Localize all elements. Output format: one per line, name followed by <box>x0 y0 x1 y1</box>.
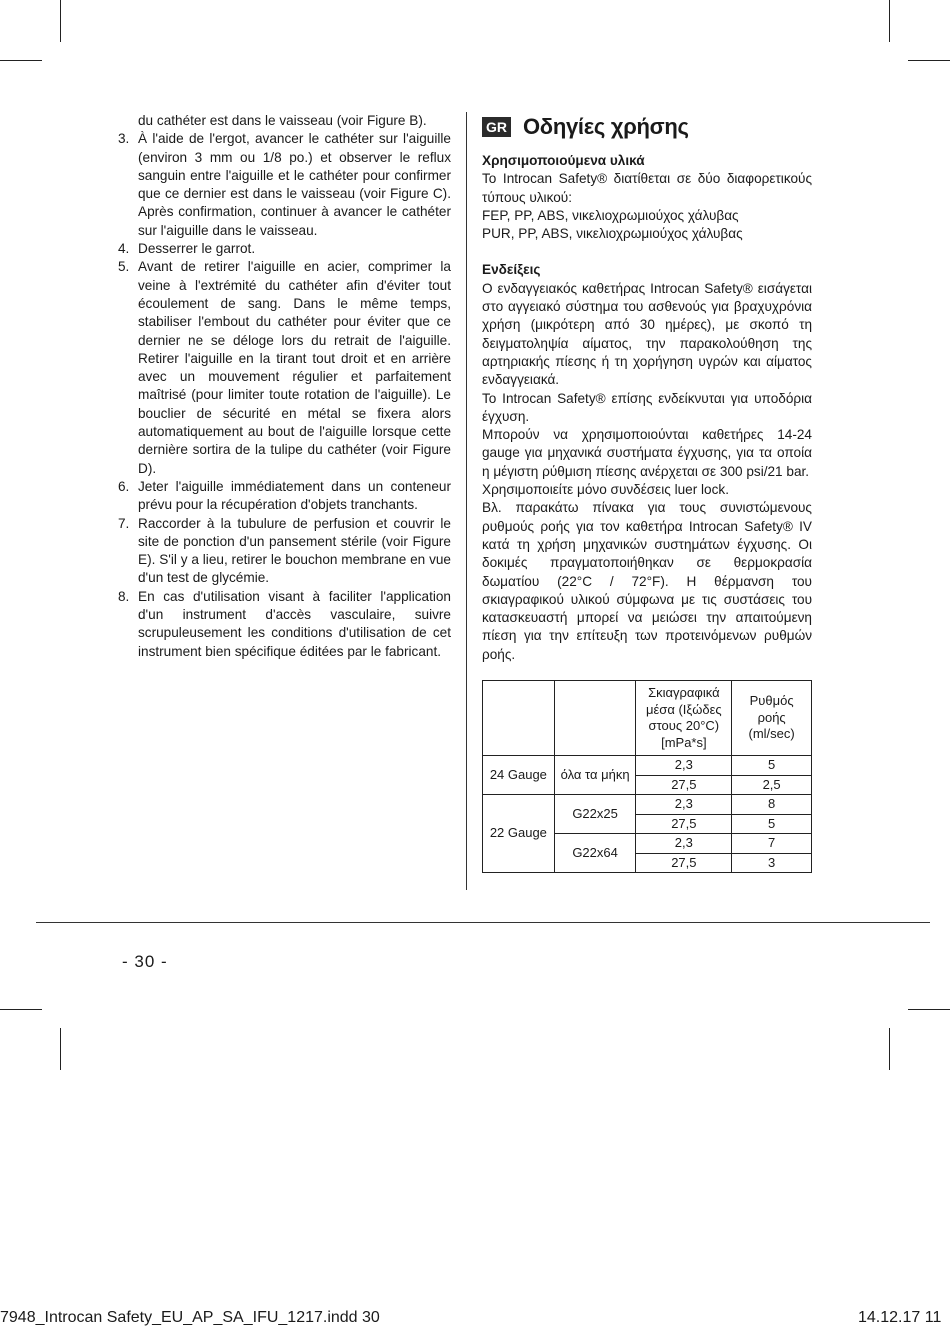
viscosity-cell: 2,3 <box>636 756 732 776</box>
footer-rule <box>36 922 930 923</box>
step-number: 3. <box>118 131 130 147</box>
step-text: Jeter l'aiguille immédiatement dans un conteneur prévu pour la récupération d'objets tranchants. <box>138 478 451 513</box>
list-item <box>118 130 451 240</box>
flow-cell: 8 <box>732 795 812 815</box>
list-item <box>118 478 451 515</box>
table-row <box>483 795 812 815</box>
indications-heading: Ενδείξεις <box>482 262 541 278</box>
materials-text: Το Introcan Safety® διατίθεται σε δύο διαφορετικούς τύπους υλικού: <box>482 171 812 205</box>
header-empty <box>483 681 555 756</box>
crop-mark <box>60 1028 61 1070</box>
greek-instructions-column <box>482 112 812 873</box>
viscosity-cell: 2,3 <box>636 834 732 854</box>
print-slug-filename: 7948_Introcan Safety_EU_AP_SA_IFU_1217.indd 30 <box>0 1309 380 1326</box>
crop-mark <box>0 60 42 61</box>
crop-mark <box>889 0 890 42</box>
gauge-cell: 22 Gauge <box>483 795 555 873</box>
table-row <box>483 756 812 776</box>
indications-paragraph: Χρησιμοποιείτε μόνο συνδέσεις luer lock. <box>482 482 729 498</box>
header-contrast: Σκιαγραφικά μέσα (Ιξώδες στους 20°C) [mPa*s] <box>636 681 732 756</box>
page-title: Οδηγίες χρήσης <box>523 113 689 139</box>
crop-mark <box>60 0 61 42</box>
french-instructions-column <box>118 112 451 661</box>
list-item <box>118 258 451 478</box>
flow-cell: 5 <box>732 756 812 776</box>
step-number: 8. <box>118 588 130 604</box>
gauge-cell: 24 Gauge <box>483 756 555 795</box>
list-item <box>118 588 451 661</box>
flow-cell: 2,5 <box>732 775 812 795</box>
section-heading <box>482 112 812 142</box>
steps-list <box>118 130 451 661</box>
materials-line: FEP, PP, ABS, νικελιοχρωμιούχος χάλυβας <box>482 207 739 223</box>
step-number: 6. <box>118 478 130 494</box>
size-cell: G22x25 <box>554 795 636 834</box>
list-item <box>118 515 451 588</box>
viscosity-cell: 27,5 <box>636 853 732 873</box>
flow-cell: 7 <box>732 834 812 854</box>
indications-paragraph: Ο ενδαγγειακός καθετήρας Introcan Safety® εισάγεται στο αγγειακό σύστημα του ασθενούς για βραχυχρόνια χρήση (μικρότερη από 30 ημέρες), με σκοπό τη δειγματοληψία αίματος, την παρακολούθηση της αρτηριακής πίεσης ή τη χορήγηση υγρών και αίματος ενδαγγειακά. <box>482 280 812 388</box>
step-text: À l'aide de l'ergot, avancer le cathéter sur l'aiguille (environ 3 mm ou 1/8 po.) et observer le reflux sanguin entre l'aiguille et le cathéter pour confirmer que ce dernier est dans le vaisseau (voir Figure C). Après confirmation, continuer à avancer le cathéter sur l'aiguille dans le vaisseau. <box>138 131 451 238</box>
table-header-row <box>483 681 812 756</box>
header-flow-rate: Ρυθμός ροής (ml/sec) <box>732 681 812 756</box>
column-divider <box>466 112 467 890</box>
step-number: 4. <box>118 241 130 257</box>
language-badge: GR <box>482 117 511 137</box>
viscosity-cell: 27,5 <box>636 814 732 834</box>
header-empty <box>554 681 636 756</box>
materials-line: PUR, PP, ABS, νικελιοχρωμιούχος χάλυβας <box>482 226 743 242</box>
indications-paragraph: Βλ. παρακάτω πίνακα για τους συνιστώμενους ρυθμούς ροής για τον καθετήρα Introcan Safety® IV κατά τη χρήση μηχανικών συστημάτων έγχυσης. Οι δοκιμές πραγματοποιήθηκαν σε θερμοκρασία δωματίου (22°C / 72°F). Η θέρμανση του σκιαγραφικού υλικού σύμφωνα με τις συστάσεις του κατασκευαστή μπορεί να μειώσει την απαιτούμενη πίεση για την επίτευξη των προτεινόμενων ρυθμών ροής. <box>482 500 812 662</box>
step-text: En cas d'utilisation visant à faciliter l'application d'un instrument d'accès vasculaire, suivre scrupuleusement les conditions d'utilisation de cet instrument bien spécifique éditées par le fabricant. <box>138 588 451 659</box>
page-number: - 30 - <box>122 952 168 971</box>
step-text: Avant de retirer l'aiguille en acier, comprimer la veine à l'extrémité du cathéter afin d'éviter tout écoulement de sang. Dans le même temps, stabiliser l'embout du cathéter pour éviter que ce dernier ne se déloge lors du retrait de l'aiguille. Retirer l'aiguille en la tirant tout droit et en arrière avec un mouvement régulier et parfaitement maîtrisé (pour limiter toute rotation de l'aiguille). Le bouclier de sécurité en métal se fixera alors automatiquement au bout de l'aiguille lorsque cette dernière sortira de la tulipe du cathéter (voir Figure D). <box>138 259 451 476</box>
indications-paragraph: Το Introcan Safety® επίσης ενδείκνυται για υποδόρια έγχυση. <box>482 390 812 424</box>
size-cell: G22x64 <box>554 834 636 873</box>
step-number: 7. <box>118 515 130 531</box>
flow-rate-table <box>482 680 812 873</box>
materials-heading: Χρησιμοποιούμενα υλικά <box>482 153 645 168</box>
print-slug-date: 14.12.17 11 <box>858 1309 942 1326</box>
crop-mark <box>889 1028 890 1070</box>
crop-mark <box>908 60 950 61</box>
step-continuation: du cathéter est dans le vaisseau (voir Figure B). <box>138 113 427 128</box>
viscosity-cell: 27,5 <box>636 775 732 795</box>
crop-mark <box>0 1009 42 1010</box>
flow-cell: 3 <box>732 853 812 873</box>
indications-paragraph: Μπορούν να χρησιμοποιούνται καθετήρες 14-24 gauge για μηχανικά συστήματα έγχυσης, για τα οποία η μέγιστη ρύθμιση πίεσης ανέρχεται σε 300 psi/21 bar. <box>482 427 812 479</box>
crop-mark <box>908 1009 950 1010</box>
list-item <box>118 240 451 258</box>
step-text: Raccorder à la tubulure de perfusion et couvrir le site de ponction d'un pansement stérile (voir Figure E). S'il y a lieu, retirer le bouchon membrane en vue d'un test de glycémie. <box>138 515 451 586</box>
step-text: Desserrer le garrot. <box>138 241 256 257</box>
length-cell: όλα τα μήκη <box>554 756 636 795</box>
flow-cell: 5 <box>732 814 812 834</box>
viscosity-cell: 2,3 <box>636 795 732 815</box>
step-number: 5. <box>118 259 130 275</box>
